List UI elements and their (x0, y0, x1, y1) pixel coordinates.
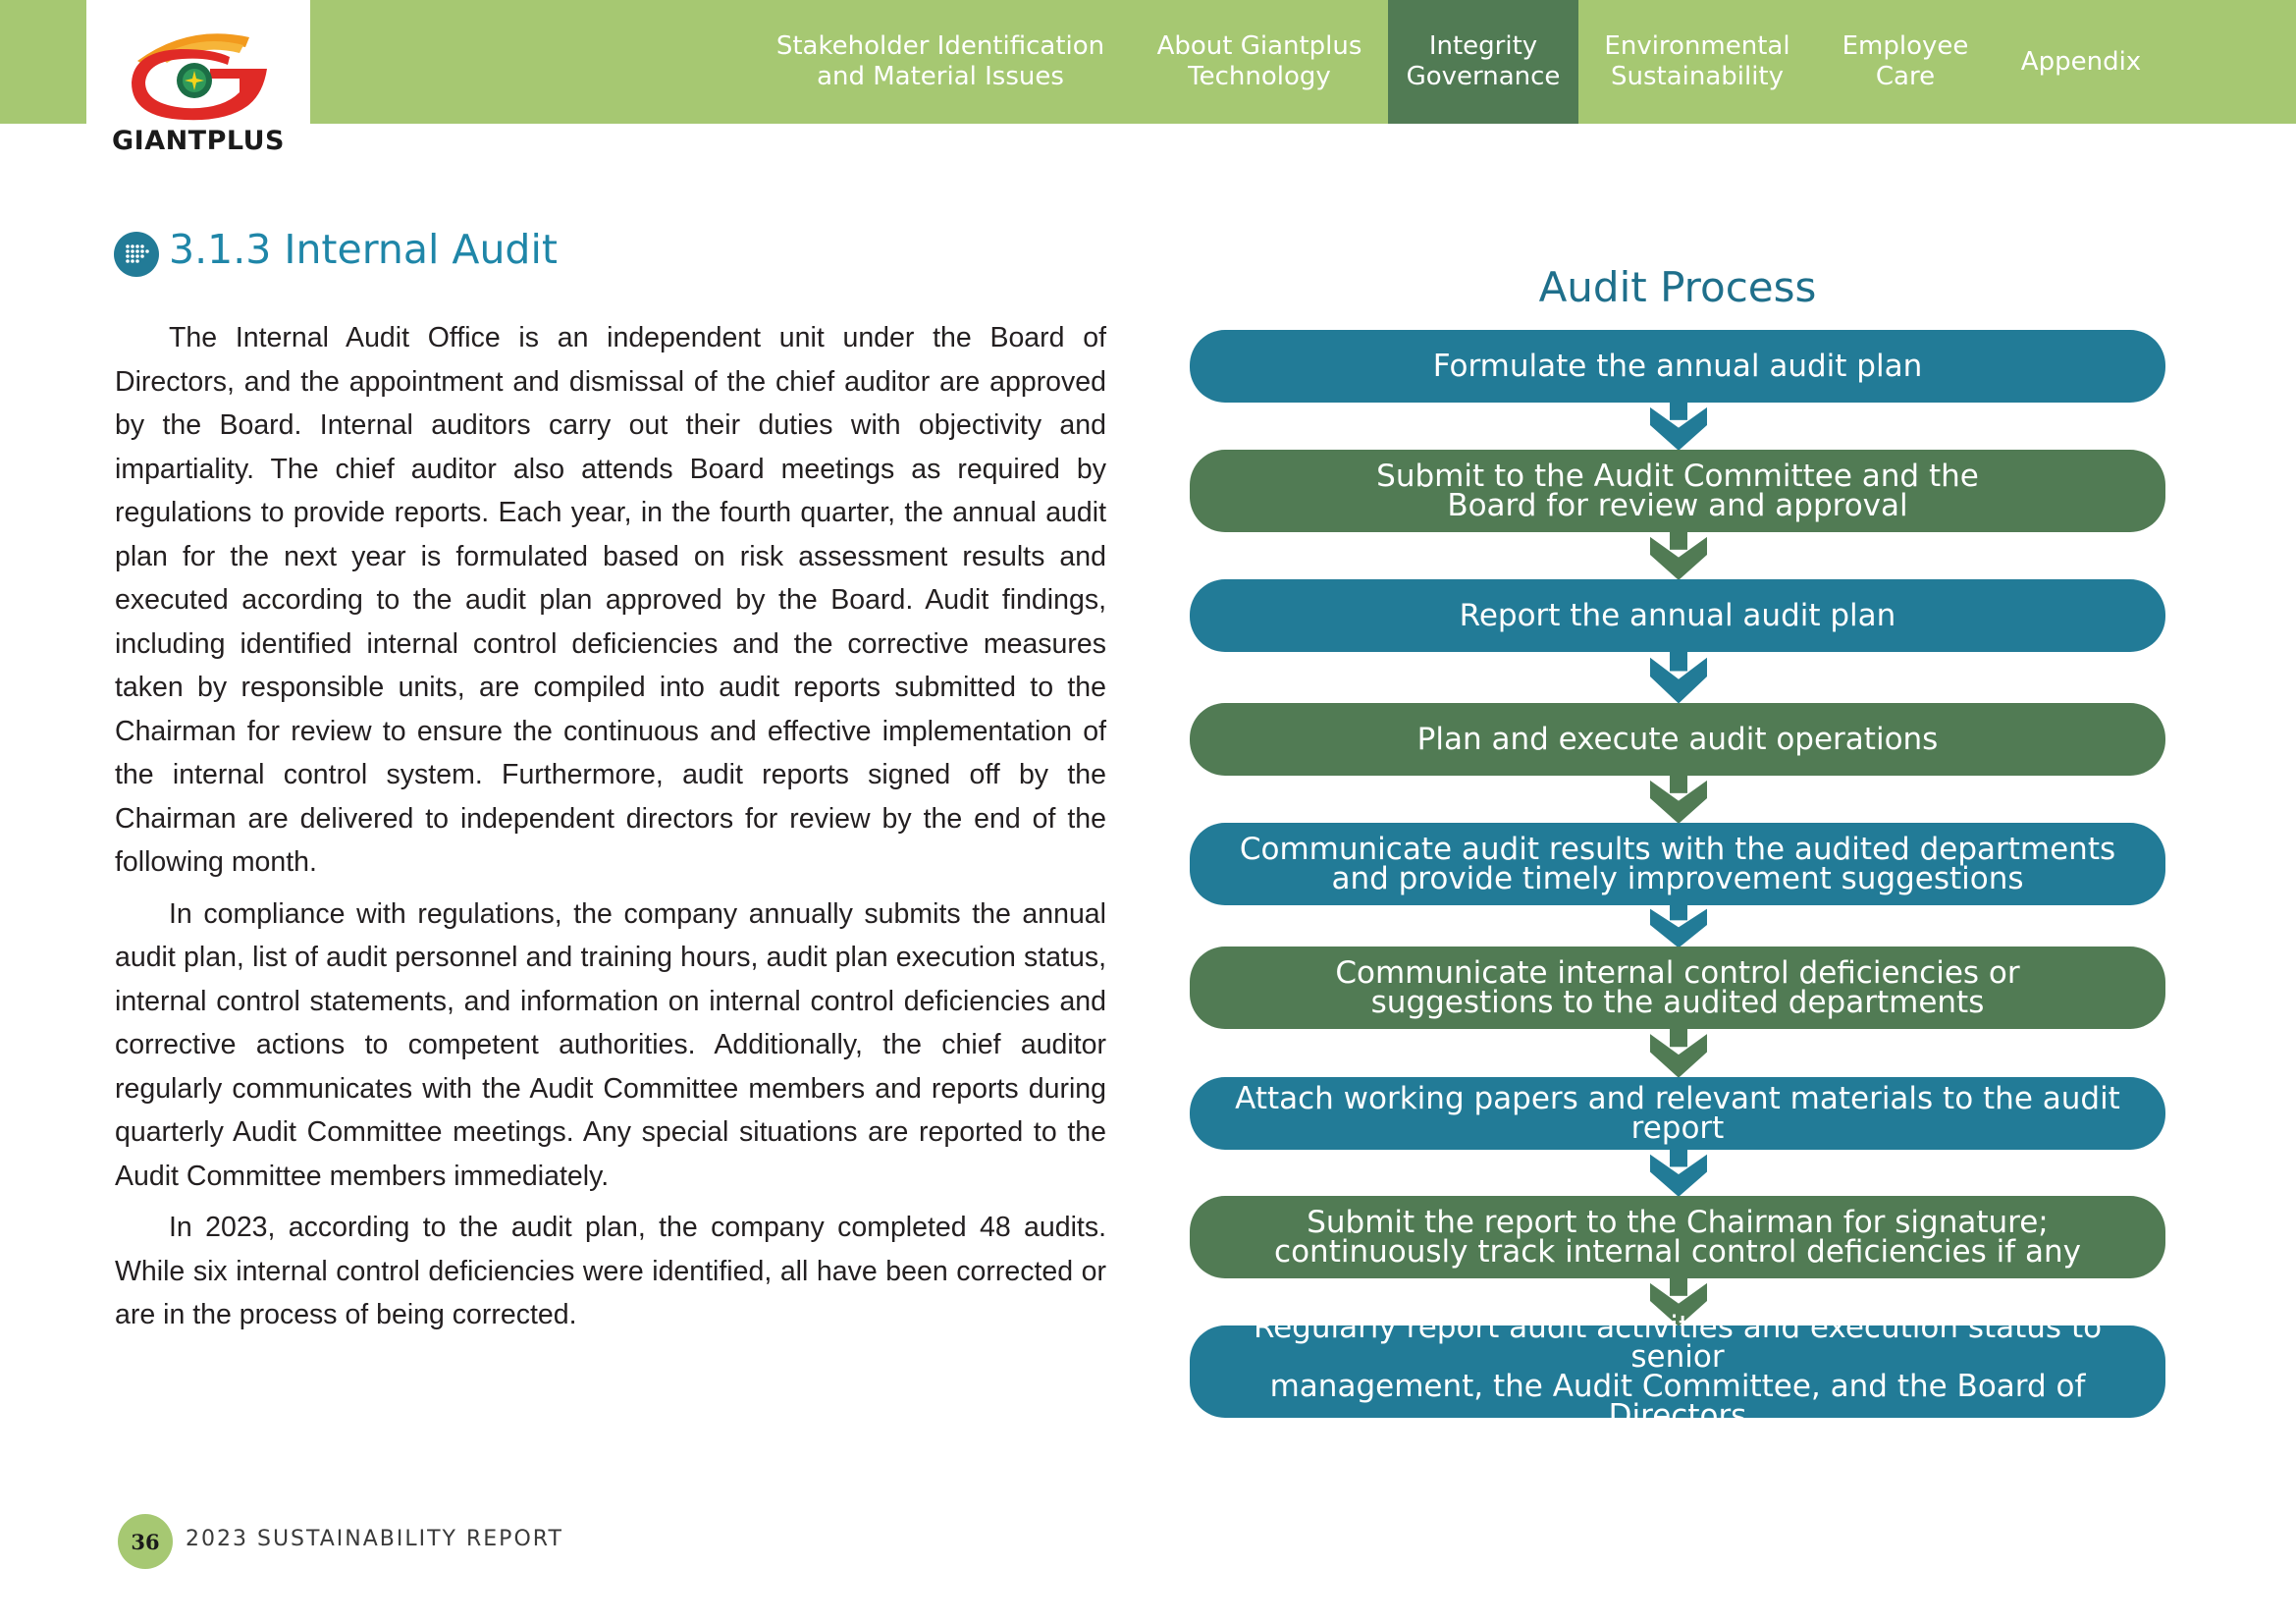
flow-arrow-down-icon (1650, 644, 1707, 709)
giantplus-logo-icon (120, 27, 277, 122)
flow-arrow-down-icon (1650, 1142, 1707, 1202)
flow-arrow-down-icon (1650, 897, 1707, 952)
nav-appendix[interactable]: Appendix (2020, 46, 2142, 77)
flow-arrow-down-icon (1650, 1021, 1707, 1083)
flow-arrow-down-icon (1650, 395, 1707, 456)
logo-wordmark: GIANTPLUS (111, 126, 286, 156)
nav-stakeholder-identification[interactable]: Stakeholder Identification and Material Issues (775, 31, 1105, 91)
page-number: 36 (118, 1514, 173, 1569)
audit-step-8: Submit the report to the Chairman for signature; continuously track internal control deficiencies if any (1190, 1196, 2165, 1278)
audit-step-9: Regularly report audit activities and execution status to senior management, the Audit Committee, and the Board of Directors (1190, 1325, 2165, 1418)
audit-step-1: Formulate the annual audit plan (1190, 330, 2165, 403)
nav-employee-care[interactable]: Employee Care (1842, 31, 1969, 91)
audit-step-4: Plan and execute audit operations (1190, 703, 2165, 776)
nav-integrity-governance[interactable]: Integrity Governance (1388, 0, 1578, 124)
audit-step-7: Attach working papers and relevant materials to the audit report (1190, 1077, 2165, 1150)
audit-step-5: Communicate audit results with the audited departments and provide timely improvement suggestions (1190, 823, 2165, 905)
nav-environmental-sustainability[interactable]: Environmental Sustainability (1604, 31, 1790, 91)
company-logo[interactable] (86, 0, 310, 165)
paragraph: In 2023, according to the audit plan, the company completed 48 audits. While six internal control deficiencies were identified, all have been corrected or are in the process of being corrected. (115, 1212, 1106, 1330)
paragraph: In compliance with regulations, the company annually submits the annual audit plan, list of audit personnel and training hours, audit plan execution status, internal control statements, and information on internal control deficiencies and corrective actions to competent authorities. Additionally, the chief auditor regularly communicates with the Audit Committee members and reports during quarterly Audit Committee meetings. Any special situations are reported to the Audit Committee members immediately. (115, 897, 1106, 1192)
section-bullet-icon (114, 232, 159, 277)
nav-about-giantplus[interactable]: About Giantplus Technology (1156, 31, 1362, 91)
audit-step-6: Communicate internal control deficiencies or suggestions to the audited departments (1190, 947, 2165, 1029)
paragraph: The Internal Audit Office is an independent unit under the Board of Directors, and the appointment and dismissal of the chief auditor are approved by the Board. Internal auditors carry out their duties with objectivity and impartiality. The chief auditor also attends Board meetings as required by regulations to provide reports. Each year, in the fourth quarter, the annual audit plan for the next year is formulated based on risk assessment results and executed according to the audit plan approved by the Board. Audit findings, including identified internal control deficiencies and the corrective measures taken by responsible units, are compiled into audit reports submitted to the Chairman for review to ensure the continuous and effective implementation of the internal control system. Furthermore, audit reports signed off by the Chairman are delivered to independent directors for review by the end of the following month. (115, 322, 1106, 878)
audit-process-title: Audit Process (1538, 263, 1817, 311)
section-title: 3.1.3 Internal Audit (169, 226, 558, 273)
body-text (115, 316, 1106, 1345)
flow-arrow-down-icon (1650, 768, 1707, 829)
flow-arrow-down-icon (1650, 524, 1707, 585)
audit-step-2: Submit to the Audit Committee and the Board for review and approval (1190, 450, 2165, 532)
audit-step-3: Report the annual audit plan (1190, 579, 2165, 652)
footer-report-title: 2023 SUSTAINABILITY REPORT (186, 1527, 563, 1551)
